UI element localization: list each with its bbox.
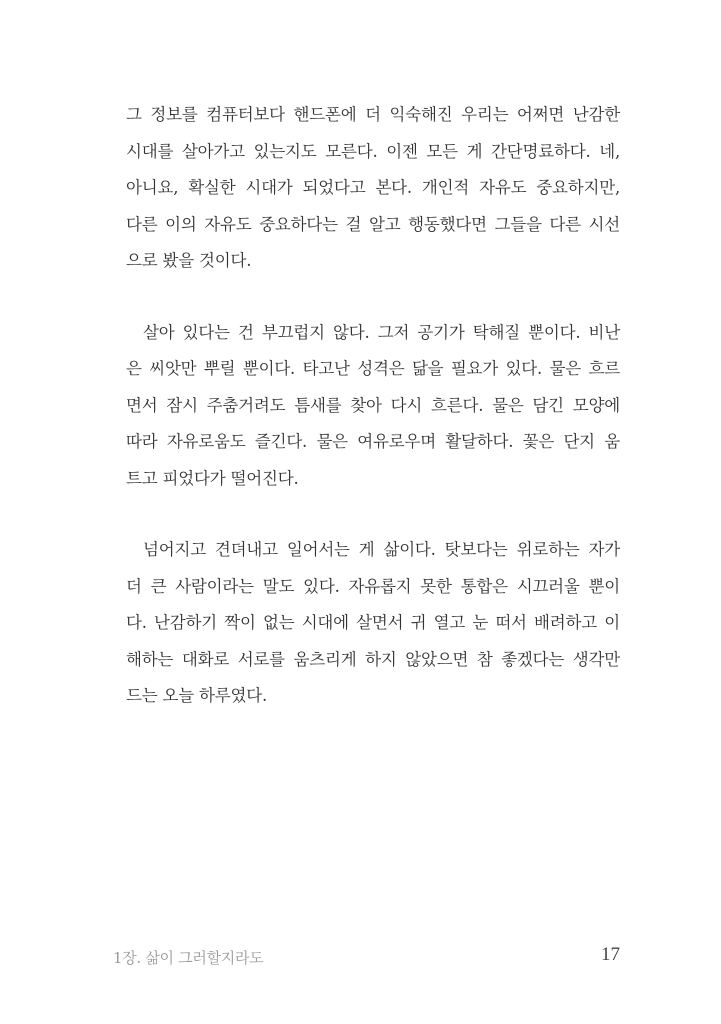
paragraph-gap [126,280,620,315]
text-line: 더 큰 사람이라는 말도 있다. 자유롭지 못한 통합은 시끄러울 뿐이 [126,576,620,596]
text-line: 으로 봤을 것이다. [126,251,252,270]
paragraph-gap [126,497,620,532]
text-line: 트고 피었다가 떨어진다. [126,468,299,488]
page-number: 17 [601,944,620,965]
text-line: 넘어지고 견뎌내고 일어서는 게 삶이다. 탓보다는 위로하는 자가 [143,540,620,559]
text-line: 따라 자유로움도 즐긴다. 물은 여유로우며 활달하다. 꽃은 단지 움 [126,432,620,451]
text-line: 시대를 살아가고 있는지도 모른다. 이젠 모든 게 간단명료하다. 네, [126,141,620,161]
text-line: 그 정보를 컴퓨터보다 핸드폰에 더 익숙해진 우리는 어쩌면 난감한 [126,105,620,124]
text-line: 드는 오늘 하루였다. [126,686,268,705]
body-text [126,97,620,715]
chapter-title: 1장. 삶이 그러할지라도 [113,949,264,967]
text-line: 해하는 대화로 서로를 움츠리게 하지 않았으면 참 좋겠다는 생각만 [126,649,620,669]
text-line: 살아 있다는 건 부끄럽지 않다. 그저 공기가 탁해질 뿐이다. 비난 [143,322,620,342]
paragraph-3 [126,532,620,715]
text-line: 은 씨앗만 뿌릴 뿐이다. 타고난 성격은 닮을 필요가 있다. 물은 흐르 [126,359,620,378]
text-line: 면서 잠시 주춤거려도 틈새를 찾아 다시 흐른다. 물은 담긴 모양에 [126,395,620,415]
text-line: 다. 난감하기 짝이 없는 시대에 살면서 귀 열고 눈 떠서 배려하고 이 [126,613,620,632]
paragraph-1 [126,97,620,280]
paragraph-2 [126,315,620,498]
text-line: 아니요, 확실한 시대가 되었다고 본다. 개인적 자유도 중요하지만, [126,178,620,197]
text-line: 다른 이의 자유도 중요하다는 걸 알고 행동했다면 그들을 다른 시선 [126,214,620,234]
